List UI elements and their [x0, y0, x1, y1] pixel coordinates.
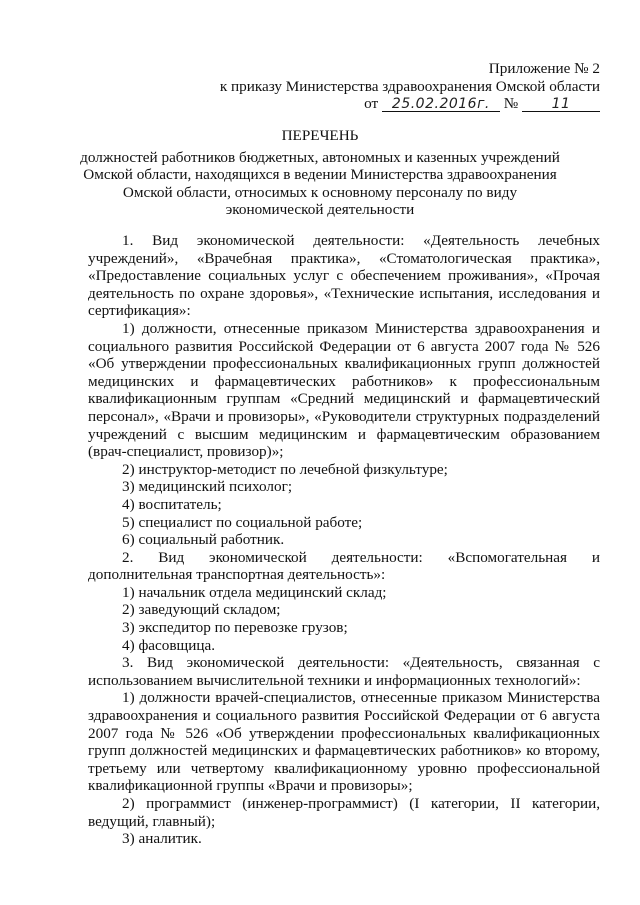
section-2-item: 1) начальник отдела медицинский склад;	[122, 583, 387, 601]
section-2-item: 2) заведующий складом;	[122, 601, 281, 619]
title-subtitle-line: Омской области, относимых к основному персоналу по виду	[122, 183, 518, 201]
title-subtitle-line: Омской области, находящихся в ведении Министерства здравоохранения	[83, 166, 557, 184]
section-3-heading: 3. Вид экономической деятельности: «Деятельность, связанная с использованием вычислительной техники и информационных технологий»:	[88, 654, 600, 689]
title-heading: ПЕРЕЧЕНЬ	[281, 127, 359, 144]
document-title	[40, 127, 600, 219]
section-3-item: 3) аналитик.	[122, 830, 202, 848]
title-subtitle-line: должностей работников бюджетных, автономных и казенных учреждений	[80, 148, 560, 166]
section-1-item: 3) медицинский психолог;	[122, 478, 293, 496]
appendix-header	[220, 60, 600, 113]
order-reference: к приказу Министерства здравоохранения Омской области	[219, 77, 600, 95]
section-2-item: 3) экспедитор по перевозке грузов;	[122, 619, 348, 637]
handwritten-number: 11	[551, 96, 571, 113]
number-field	[522, 97, 600, 112]
section-1-item: 1) должности, отнесенные приказом Министерства здравоохранения и социального развития Российской Федерации от 6 августа 2007 года № 526 «Об утверждении профессиональных квалификационных групп должностей медицинских и фармацевтических работников» к профессиональным квалификационным группам «Средний медицинский и фармацевтический персонал», «Врачи и провизоры», «Руководители структурных подразделений учреждений с высшим медицинским и фармацевтическим образованием (врач-специалист, провизор)»;	[88, 319, 600, 461]
section-2-item: 4) фасовщица.	[122, 636, 216, 654]
section-2-heading: 2. Вид экономической деятельности: «Вспомогательная и дополнительная транспортная деятельность»:	[88, 548, 600, 584]
handwritten-date: 25.02.2016г.	[391, 96, 490, 113]
document-body	[88, 232, 600, 848]
section-1-item: 4) воспитатель;	[122, 495, 222, 513]
from-label: от	[364, 95, 379, 113]
section-1-item: 5) специалист по социальной работе;	[122, 513, 363, 531]
section-1-item: 6) социальный работник.	[122, 531, 285, 549]
number-label: №	[503, 95, 519, 113]
title-subtitle-line: экономической деятельности	[225, 201, 415, 219]
section-3-item: 2) программист (инженер-программист) (I категории, II категории, ведущий, главный);	[88, 795, 600, 830]
date-field	[382, 97, 500, 112]
section-3-item: 1) должности врачей-специалистов, отнесенные приказом Министерства здравоохранения и социального развития Российской Федерации от 6 августа 2007 года № 526 «Об утверждении профессиональных квалификационных групп должностей медицинских и фармацевтических работников» ко второму, третьему или четвертому квалификационному уровню профессиональной квалификационной группы «Врачи и провизоры»;	[88, 689, 600, 795]
appendix-number: Приложение № 2	[488, 60, 600, 77]
section-1-item: 2) инструктор-методист по лечебной физкультуре;	[122, 460, 448, 478]
section-1-heading: 1. Вид экономической деятельности: «Деятельность лечебных учреждений», «Врачебная практика», «Стоматологическая практика», «Предоставление социальных услуг с обеспечением проживания», «Прочая деятельность по охране здоровья», «Технические испытания, исследования и сертификация»:	[88, 232, 600, 320]
order-date-line	[220, 95, 600, 113]
